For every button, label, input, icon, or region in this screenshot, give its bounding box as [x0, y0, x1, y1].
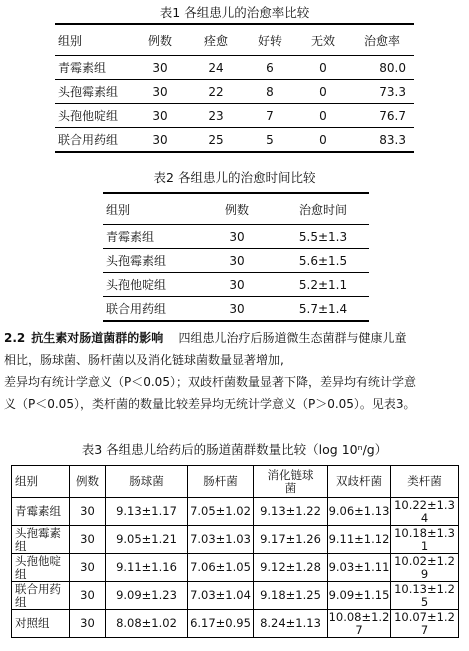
table3-cell: 9.13±1.17 — [106, 498, 188, 526]
table3-cell: 青霉素组 — [12, 498, 70, 526]
table3-cell: 30 — [70, 610, 106, 638]
table3-cell: 9.09±1.23 — [106, 582, 188, 610]
table3-cell: 9.11±1.12 — [328, 526, 391, 554]
table1-cell: 0 — [319, 132, 327, 147]
table3-caption: 表3 各组患儿给药后的肠道菌群数量比较（log 10ⁿ/g） — [81, 442, 388, 457]
paragraph-line: 差异均有统计学意义（P＜0.05）；双歧杆菌数量显著下降，差异均有统计学意 — [4, 375, 416, 389]
table2-cell: 5.6±1.5 — [298, 253, 348, 268]
table3 — [11, 465, 459, 638]
table1-header-row — [55, 24, 414, 56]
table1-header-cell: 好转 — [257, 33, 282, 48]
section-paragraph — [4, 327, 466, 415]
table3-cell: 9.12±1.28 — [254, 554, 328, 582]
table3-cell: 8.08±1.02 — [106, 610, 188, 638]
table2-caption: 表2 各组患儿的治愈时间比较 — [153, 170, 316, 185]
table3-cell: 6.17±0.95 — [188, 610, 254, 638]
table1-cell: 联合用药组 — [58, 133, 119, 147]
table3-cell: 30 — [70, 582, 106, 610]
table-row — [55, 104, 414, 128]
table1-cell: 73.3 — [379, 84, 406, 99]
table3-cell: 9.18±1.25 — [254, 582, 328, 610]
table1-cell: 30 — [152, 60, 168, 75]
table1-header-cell: 治愈率 — [363, 33, 400, 48]
table1-cell: 22 — [208, 84, 224, 99]
table3-header-cell: 双歧杆菌 — [328, 466, 391, 498]
table1-cell: 30 — [152, 84, 168, 99]
table1-cell: 25 — [208, 132, 224, 147]
table2-header-cell: 治愈时间 — [298, 202, 347, 217]
table3-cell: 7.05±1.02 — [188, 498, 254, 526]
table3-header-row — [12, 466, 459, 498]
table-row — [12, 610, 459, 638]
table-row — [55, 128, 414, 153]
table1-cell: 7 — [266, 108, 274, 123]
table-row — [12, 554, 459, 582]
table3-header-cell: 肠球菌 — [106, 466, 188, 498]
table1-header-cell: 无效 — [310, 33, 335, 48]
table3-cell: 10.13±1.25 — [391, 582, 459, 610]
paragraph-line — [4, 327, 466, 349]
table3-cell: 30 — [70, 498, 106, 526]
table3-cell: 30 — [70, 554, 106, 582]
table1-header-cell: 例数 — [147, 33, 172, 48]
table1-header-cell: 痊愈 — [203, 33, 228, 48]
table3-header-cell: 例数 — [70, 466, 106, 498]
table-row — [55, 56, 414, 80]
table3-cell: 9.05±1.21 — [106, 526, 188, 554]
table2 — [103, 192, 369, 322]
table3-header-cell: 消化链球菌 — [254, 466, 328, 498]
table2-header-cell: 例数 — [224, 202, 249, 217]
table-row — [103, 297, 369, 322]
table3-cell: 7.06±1.05 — [188, 554, 254, 582]
section-number: 2.2 — [4, 331, 26, 345]
paragraph-line: 相比，肠球菌、肠杆菌以及消化链球菌数量显著增加, — [4, 353, 284, 367]
table2-cell: 5.2±1.1 — [298, 277, 348, 292]
table-row — [12, 526, 459, 554]
table3-cell: 8.24±1.13 — [254, 610, 328, 638]
table1 — [55, 23, 414, 153]
table3-cell: 联合用药组 — [12, 582, 70, 610]
table2-header-row — [103, 193, 369, 225]
table3-header-cell: 肠杆菌 — [188, 466, 254, 498]
table3-cell: 7.03±1.03 — [188, 526, 254, 554]
paragraph-text: 四组患儿治疗后肠道微生态菌群与健康儿童 — [178, 331, 407, 345]
table3-cell: 7.03±1.04 — [188, 582, 254, 610]
table1-cell: 30 — [152, 108, 168, 123]
table1-caption: 表1 各组患儿的治愈率比较 — [159, 5, 310, 20]
table2-cell: 30 — [229, 229, 245, 244]
paragraph-line: 义（P＜0.05），类杆菌的数量比较差异均无统计学意义（P＞0.05）。见表3。 — [4, 397, 416, 411]
table2-cell: 30 — [229, 253, 245, 268]
table3-cell: 头孢他啶组 — [12, 554, 70, 582]
table1-cell: 76.7 — [379, 108, 406, 123]
table1-cell: 头孢他啶组 — [58, 109, 119, 123]
table1-cell: 0 — [319, 84, 327, 99]
table1-cell: 23 — [208, 108, 224, 123]
table3-cell: 9.13±1.22 — [254, 498, 328, 526]
table3-cell: 10.08±1.27 — [328, 609, 390, 637]
table3-cell: 10.07±1.27 — [391, 610, 459, 638]
table-row — [103, 225, 369, 249]
table3-header-cell: 类杆菌 — [391, 466, 459, 498]
table2-cell: 5.7±1.4 — [298, 301, 348, 316]
table3-cell: 10.18±1.31 — [391, 526, 459, 554]
table1-cell: 头孢霉素组 — [58, 85, 119, 99]
table1-cell: 24 — [208, 60, 224, 75]
table3-cell: 9.11±1.16 — [106, 554, 188, 582]
table-row — [103, 249, 369, 273]
table2-cell: 青霉素组 — [106, 230, 155, 244]
table3-cell: 9.03±1.11 — [328, 554, 391, 582]
table2-cell: 30 — [229, 277, 245, 292]
table3-header-cell: 组别 — [12, 466, 70, 498]
table2-cell: 头孢霉素组 — [106, 254, 167, 268]
table2-cell: 联合用药组 — [106, 302, 167, 316]
table3-cell: 30 — [70, 526, 106, 554]
table1-cell: 0 — [319, 60, 327, 75]
table3-cell: 10.22±1.34 — [391, 498, 459, 526]
table2-cell: 30 — [229, 301, 245, 316]
table3-cell: 9.06±1.13 — [328, 498, 391, 526]
table2-cell: 5.5±1.3 — [298, 229, 348, 244]
table1-cell: 80.0 — [379, 60, 406, 75]
table3-cell: 10.02±1.29 — [391, 554, 459, 582]
table1-cell: 8 — [266, 84, 274, 99]
table3-cell: 9.17±1.26 — [254, 526, 328, 554]
table1-cell: 青霉素组 — [58, 61, 107, 75]
table1-cell: 30 — [152, 132, 168, 147]
table1-header-cell: 组别 — [58, 33, 83, 48]
section-title: 抗生素对肠道菌群的影响 — [31, 331, 164, 345]
table2-header-cell: 组别 — [106, 202, 131, 217]
table3-cell: 头孢霉素组 — [12, 526, 70, 554]
table3-cell: 9.09±1.15 — [328, 582, 391, 610]
table-row — [103, 273, 369, 297]
table1-cell: 6 — [266, 60, 274, 75]
table-row — [12, 498, 459, 526]
table1-cell: 0 — [319, 108, 327, 123]
table-row — [55, 80, 414, 104]
table-row — [12, 582, 459, 610]
table3-cell: 对照组 — [12, 610, 70, 638]
table1-cell: 83.3 — [379, 132, 406, 147]
table2-cell: 头孢他啶组 — [106, 278, 167, 292]
table1-cell: 5 — [266, 132, 274, 147]
